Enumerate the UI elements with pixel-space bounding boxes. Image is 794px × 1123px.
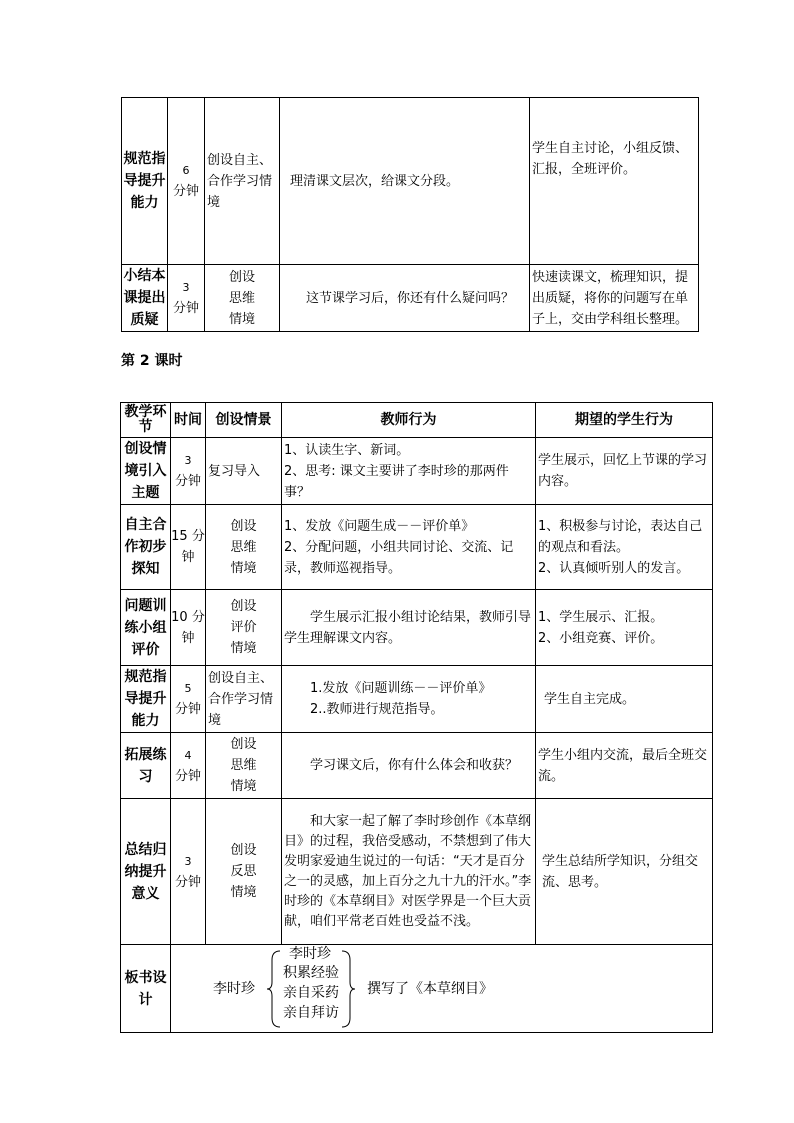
time-cell — [171, 666, 206, 733]
stage-cell: 创设情境引入主题 — [121, 438, 171, 505]
table-row — [121, 945, 713, 1033]
stage-cell: 拓展练习 — [121, 733, 171, 799]
time-unit: 分钟 — [174, 702, 201, 717]
situation-cell: 创设自主、合作学习情境 — [205, 98, 280, 265]
header-teacher: 教师行为 — [282, 403, 536, 438]
time-cell — [168, 98, 205, 265]
lesson2-table — [120, 402, 713, 1033]
teacher-line: 1、发放《问题生成－－评价单》 — [284, 518, 475, 534]
teacher-cell: 这节课学习后，你还有什么疑问吗？ — [280, 265, 530, 332]
time-unit: 分钟 — [172, 301, 199, 316]
student-cell: 学生自主完成。 — [536, 666, 713, 733]
situation-line: 情境 — [228, 311, 255, 327]
teacher-cell — [282, 505, 536, 590]
table-row — [122, 98, 699, 265]
lesson1-table — [121, 97, 699, 332]
board-result: 撰写了《本草纲目》 — [367, 980, 493, 997]
time-number: 3 — [184, 454, 192, 467]
time-number: 3 — [182, 281, 190, 294]
teacher-line: 2..教师进行规范指导。 — [310, 702, 444, 717]
student-line: 2、小组竞赛、评价。 — [538, 630, 664, 646]
time-unit: 分钟 — [174, 768, 201, 784]
table-row — [121, 590, 713, 666]
teacher-line: 1.发放《问题训练－－评价单》 — [310, 681, 492, 696]
table-row — [122, 265, 699, 332]
board-diagram — [171, 946, 712, 1032]
header-time: 时间 — [171, 403, 206, 438]
time-number: 3 — [184, 854, 192, 868]
situation-line: 情境 — [230, 885, 257, 900]
time-cell — [171, 438, 206, 505]
time-unit: 分钟 — [174, 474, 201, 489]
lesson-title: 第 2 课时 — [121, 353, 183, 369]
student-line: 1、学生展示、汇报。 — [538, 609, 664, 625]
table-row — [121, 505, 713, 590]
situation-line: 情境 — [230, 779, 257, 794]
student-cell: 学生总结所学知识，分组交流、思考。 — [536, 799, 713, 945]
situation-line: 思维 — [228, 290, 255, 306]
board-item: 亲自采药 — [283, 984, 339, 1001]
header-stage: 教学环节 — [121, 403, 171, 438]
situation-line: 创设 — [230, 518, 257, 534]
time-cell: 15 分钟 — [171, 505, 206, 590]
teacher-line: 2、思考: 课文主要讲了李时珍的那两件事？ — [284, 463, 509, 500]
teacher-line: 1、认读生字、新词。 — [284, 442, 410, 458]
teacher-cell — [282, 666, 536, 733]
stage-cell: 问题训练小组评价 — [121, 590, 171, 666]
time-cell — [168, 265, 205, 332]
situation-cell — [206, 799, 282, 945]
time-number: 4 — [184, 748, 192, 762]
teacher-line: 2、分配问题，小组共同讨论、交流、记录，教师巡视指导。 — [284, 539, 514, 576]
stage-cell: 规范指导提升能力 — [121, 666, 171, 733]
teacher-cell — [282, 438, 536, 505]
table-header-row — [121, 403, 713, 438]
situation-line: 创设 — [230, 599, 257, 614]
teacher-cell: 学生展示汇报小组讨论结果，教师引导学生理解课文内容。 — [282, 590, 536, 666]
teacher-cell: 和大家一起了解了李时珍创作《本草纲目》的过程，我倍受感动，不禁想到了伟大发明家爱迪生说过的一句话：“天才是百分之一的灵感，加上百分之九十九的汗水。”李时珍的《本草纲目》对医学界是一个巨大贡献，咱们平常老百姓也受益不浅。 — [282, 799, 536, 945]
situation-cell — [205, 265, 280, 332]
student-line: 1、积极参与讨论，表达自己的观点和看法。 — [538, 518, 703, 555]
stage-cell: 小结本课提出质疑 — [122, 265, 168, 332]
header-situation: 创设情景 — [206, 403, 282, 438]
situation-line: 思维 — [230, 539, 257, 555]
situation-line: 情境 — [230, 641, 257, 656]
situation-line: 反思 — [230, 864, 257, 879]
situation-cell: 复习导入 — [206, 438, 282, 505]
header-students: 期望的学生行为 — [536, 403, 713, 438]
student-line: 2、认真倾听别人的发言。 — [538, 560, 690, 576]
left-brace-icon — [266, 948, 282, 1030]
student-cell: 学生展示，回忆上节课的学习内容。 — [536, 438, 713, 505]
right-brace-icon — [340, 948, 356, 1030]
table-row — [121, 799, 713, 945]
situation-cell: 创设自主、合作学习情境 — [206, 666, 282, 733]
teacher-cell: 学习课文后，你有什么体会和收获？ — [282, 733, 536, 799]
table-row — [121, 438, 713, 505]
time-unit: 分钟 — [172, 184, 199, 199]
time-cell: 10 分钟 — [171, 590, 206, 666]
stage-cell: 总结归纳提升意义 — [121, 799, 171, 945]
table-row — [121, 733, 713, 799]
situation-cell — [206, 733, 282, 799]
situation-line: 创设 — [228, 269, 255, 285]
board-item: 亲自拜访 — [283, 1004, 339, 1021]
situation-line: 情境 — [230, 560, 257, 576]
situation-line: 创设 — [230, 843, 257, 858]
table-row — [121, 666, 713, 733]
teacher-cell: 理清课文层次，给课文分段。 — [280, 98, 530, 265]
stage-cell: 规范指导提升能力 — [122, 98, 168, 265]
time-cell — [171, 799, 206, 945]
board-item: 积累经验 — [283, 964, 339, 981]
time-cell — [171, 733, 206, 799]
student-cell — [536, 505, 713, 590]
situation-cell — [206, 590, 282, 666]
stage-cell: 自主合作初步探知 — [121, 505, 171, 590]
time-unit: 分钟 — [174, 874, 201, 890]
student-cell: 快速读课文，梳理知识，提出质疑，将你的问题写在单子上，交由学科组长整理。 — [530, 265, 699, 332]
time-number: 5 — [184, 682, 192, 695]
student-cell: 学生自主讨论，小组反馈、汇报，全班评价。 — [530, 98, 699, 265]
situation-line: 创设 — [230, 737, 257, 752]
situation-cell — [206, 505, 282, 590]
board-center: 李时珍 — [213, 980, 255, 997]
time-number: 6 — [182, 164, 190, 177]
situation-line: 评价 — [230, 620, 257, 635]
board-label: 板书设计 — [121, 945, 171, 1033]
student-cell: 学生小组内交流，最后全班交流。 — [536, 733, 713, 799]
student-cell — [536, 590, 713, 666]
situation-line: 思维 — [230, 758, 257, 773]
board-top: 李时珍 — [289, 945, 331, 962]
board-content — [171, 945, 713, 1033]
